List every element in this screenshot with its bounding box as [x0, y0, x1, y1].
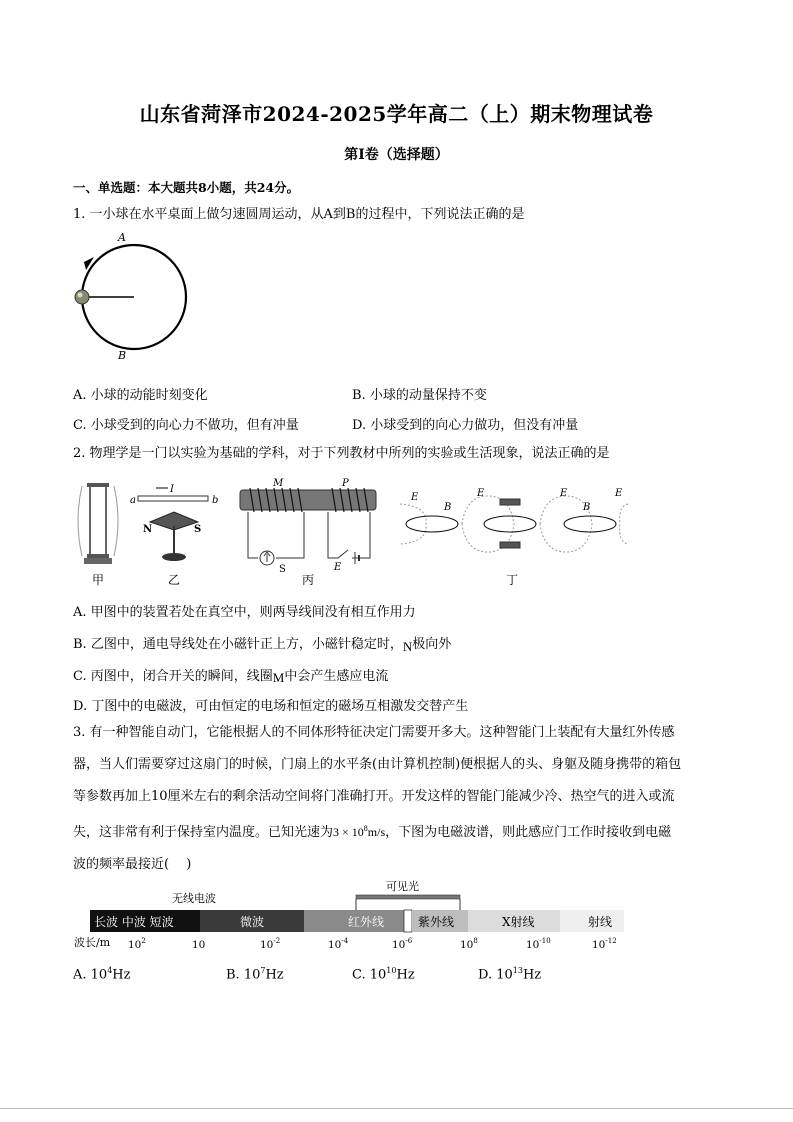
- figure-bing: [240, 478, 376, 587]
- q3-stem: 3. 有一种智能自动门，它能根据人的不同体形特征决定门需要开多大。这种智能门上装配有大量红外传感 器，当人们需要穿过这扇门的时候，门扇上的水平条(由计算机控制)便根据人的头、身躯及随身携带的箱包 等参数再加上10厘米左右的剩余活动空间将门准确打开。开发这样的智能门能减少冷、热空气的进入或流 失，这非常有利于保持室内温度。已知光速为$3 \times 10^8m/s$，下图为电磁波谱，则此感应门工作时接收到电磁 波的频率最接近( ): [73, 725, 682, 872]
- label-e3: E: [560, 488, 568, 499]
- q1-option-d: D. 小球受到的向心力做功，但没有冲量: [352, 418, 579, 433]
- label-jia: 甲: [92, 573, 105, 587]
- tick-4: $10^{-6}$: [392, 937, 413, 951]
- point-a-label: A: [118, 231, 126, 244]
- q3-option-d: D. $10^{13}Hz$: [478, 966, 542, 983]
- label-s: S: [194, 524, 202, 535]
- q1-option-b: B. 小球的动量保持不变: [352, 388, 487, 403]
- label-e2: E: [477, 488, 485, 499]
- figure-yi: [130, 484, 218, 587]
- q2-option-b: B. 乙图中，通电导线处在小磁针正上方，小磁针稳定时，N极向外: [73, 637, 452, 654]
- band-xray: X射线: [502, 915, 535, 929]
- q2-stem: 2. 物理学是一门以实验为基础的学科，对于下列教材中所列的实验或生活现象，说法正确的是: [73, 446, 610, 461]
- label-n: N: [143, 524, 153, 535]
- em-spectrum-figure: [70, 878, 630, 954]
- section-heading: 一、单选题：本大题共8小题，共24分。: [73, 180, 300, 195]
- tick-0: $10^2$: [128, 937, 146, 951]
- q1-circle-figure: [66, 228, 196, 368]
- axis-ticks: [128, 937, 617, 951]
- label-yi: 乙: [168, 573, 181, 587]
- tick-6: $10^{-10}$: [526, 937, 551, 951]
- q3-option-a: A. $10^4Hz$: [73, 966, 131, 983]
- volume-subtitle: 第I卷（选择题）: [344, 147, 449, 163]
- q1-stem: 1. 一小球在水平桌面上做匀速圆周运动，从A到B的过程中，下列说法正确的是: [73, 207, 525, 222]
- label-battery-e: E: [334, 562, 342, 573]
- band-ultraviolet: 紫外线: [418, 915, 455, 929]
- label-a: a: [130, 495, 136, 506]
- figure-jia: [78, 483, 118, 587]
- label-bing: 丙: [302, 573, 315, 587]
- q3-option-b: B. $10^7Hz$: [226, 966, 284, 983]
- label-b: b: [212, 495, 219, 506]
- q1-option-c: C. 小球受到的向心力不做功，但有冲量: [73, 418, 299, 433]
- tick-5: $10^8$: [460, 937, 478, 951]
- visible-label: 可见光: [386, 880, 419, 893]
- band-gamma: 射线: [588, 915, 613, 929]
- q2-option-a: A. 甲图中的装置若处在真空中，则两导线间没有相互作用力: [73, 605, 416, 620]
- band-radio: 长波 中波 短波: [94, 915, 174, 929]
- band-microwave: 微波: [240, 915, 265, 929]
- label-m: M: [273, 478, 284, 489]
- label-p: P: [342, 478, 349, 489]
- tick-1: 10: [192, 939, 206, 951]
- q2-option-d: D. 丁图中的电磁波，可由恒定的电场和恒定的磁场互相激发交替产生: [73, 699, 469, 714]
- label-e4: E: [615, 488, 623, 499]
- axis-label: 波长/m: [74, 936, 111, 949]
- label-switch-s: S: [279, 564, 286, 575]
- label-current-i: I: [170, 484, 174, 495]
- wireless-label: 无线电波: [172, 892, 216, 905]
- page-title: 山东省菏泽市2024-2025学年高二（上）期末物理试卷: [139, 102, 654, 126]
- q3-option-c: C. $10^{10}Hz$: [352, 966, 415, 983]
- q2-option-c: C. 丙图中，闭合开关的瞬间，线圈M中会产生感应电流: [73, 669, 389, 685]
- page-bottom-rule: [0, 1108, 793, 1109]
- band-infrared: 红外线: [348, 915, 385, 929]
- label-e1: E: [411, 492, 419, 503]
- label-b2: B: [583, 502, 591, 513]
- q1-option-a: A. 小球的动能时刻变化: [73, 388, 208, 403]
- figure-ding: [400, 488, 628, 587]
- point-b-label: B: [118, 349, 127, 362]
- label-b1: B: [444, 502, 452, 513]
- tick-2: $10^{-2}$: [260, 937, 281, 951]
- tick-7: $10^{-12}$: [592, 937, 617, 951]
- tick-3: $10^{-4}$: [328, 937, 349, 951]
- label-ding: 丁: [506, 573, 519, 587]
- q2-experiments-figure: [70, 474, 640, 590]
